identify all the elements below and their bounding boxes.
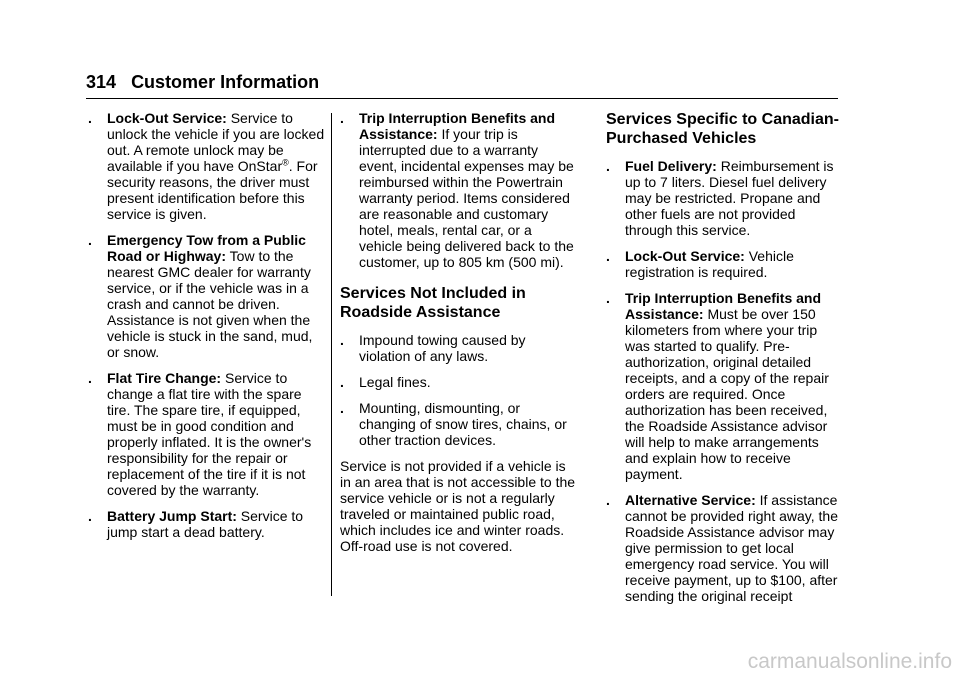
fuel-delivery-item xyxy=(606,158,844,238)
item-term: Fuel Delivery: xyxy=(625,158,717,174)
item-text: Legal fines. xyxy=(359,374,431,390)
item-text: Vehicle registration is required. xyxy=(625,248,794,280)
item-term: Emergency Tow from a Public Road or Highway: xyxy=(107,232,306,264)
item-text: Service to unlock the vehicle if you are locked out. A remote unlock may be available if you have OnStar xyxy=(107,110,325,174)
trip-interruption-item xyxy=(340,110,578,270)
item-text: If your trip is interrupted due to a warranty event, incidental expenses may be reimbursed within the Powertrain warranty period. Items considered are reasonable and customary hotel, meals, rental car, or a vehicle being delivered back to the customer, up to 805 km (500 mi). xyxy=(359,126,574,270)
item-text: Service to jump start a dead battery. xyxy=(107,508,304,540)
section-heading-canadian: Services Specific to Canadian-Purchased Vehicles xyxy=(606,111,839,147)
bullet: . xyxy=(340,374,344,390)
page-number: 314 xyxy=(86,72,117,92)
bullet: . xyxy=(88,370,92,386)
lockout-canada-item xyxy=(606,248,844,280)
battery-jump-item xyxy=(88,508,326,540)
item-term: Trip Interruption Benefits and Assistance: xyxy=(359,110,556,142)
item-text: Mounting, dismounting, or changing of snow tires, chains, or other traction devices. xyxy=(359,400,567,448)
item-term: Lock-Out Service: xyxy=(625,248,745,264)
header-rule xyxy=(86,98,838,99)
emergency-tow-item xyxy=(88,232,326,360)
impound-towing-item xyxy=(340,332,578,364)
page-header xyxy=(86,70,838,94)
legal-fines-item xyxy=(340,374,578,390)
column-divider-1 xyxy=(331,113,332,596)
item-term: Flat Tire Change: xyxy=(107,370,222,386)
bullet: . xyxy=(340,332,344,348)
item-term: Lock-Out Service: xyxy=(107,110,227,126)
item-text: Service to change a flat tire with the spare tire. The spare tire, if equipped, must be in good condition and properly inflated. It is the owner's responsibility for the repair or replacement of the tire if it is not covered by the warranty. xyxy=(107,370,312,498)
bullet: . xyxy=(606,290,610,306)
column-2 xyxy=(340,110,578,554)
bullet: . xyxy=(606,492,610,508)
registered-mark: ® xyxy=(282,157,289,168)
bullet: . xyxy=(88,110,92,126)
trip-interruption-canada-item xyxy=(606,290,844,482)
lockout-service-item xyxy=(88,110,326,222)
item-text: Impound towing caused by violation of any laws. xyxy=(359,332,526,364)
bullet: . xyxy=(606,158,610,174)
bullet: . xyxy=(88,232,92,248)
item-text: Must be over 150 kilometers from where your trip was started to qualify. Pre-authorization, original detailed receipts, and a copy of the repair orders are required. Once authorization has been received, the Roadside Assistance advisor will help to make arrangements and explain how to receive payment. xyxy=(625,306,829,482)
bullet: . xyxy=(340,110,344,126)
item-term: Trip Interruption Benefits and Assistance: xyxy=(625,290,822,322)
item-term: Battery Jump Start: xyxy=(107,508,237,524)
watermark: carmanualsonline.info xyxy=(747,650,952,673)
section-heading-not-included: Services Not Included in Roadside Assistance xyxy=(340,285,526,321)
bullet: . xyxy=(606,248,610,264)
page-title: Customer Information xyxy=(131,72,320,92)
off-road-paragraph: Service is not provided if a vehicle is in an area that is not accessible to the service vehicle or is not a regularly traveled or maintained public road, which includes ice and winter roads. Off-road use is not covered. xyxy=(340,458,576,554)
column-1 xyxy=(88,110,326,550)
bullet: . xyxy=(88,508,92,524)
column-3 xyxy=(606,110,844,614)
item-text-continued: . For security reasons, the driver must present identification before this service is given. xyxy=(107,158,318,222)
snow-tires-item xyxy=(340,400,578,448)
alternative-service-item xyxy=(606,492,844,604)
item-text: Reimbursement is up to 7 liters. Diesel fuel delivery may be restricted. Propane and other fuels are not provided through this service. xyxy=(625,158,834,238)
flat-tire-item xyxy=(88,370,326,498)
item-text: If assistance cannot be provided right away, the Roadside Assistance advisor may give permission to get local emergency road service. You will receive payment, up to $100, after sending the original receipt xyxy=(625,492,838,604)
bullet: . xyxy=(340,400,344,416)
item-text: Tow to the nearest GMC dealer for warranty service, or if the vehicle was in a crash and cannot be driven. Assistance is not given when the vehicle is stuck in the sand, mud, or snow. xyxy=(107,248,313,360)
item-term: Alternative Service: xyxy=(625,492,756,508)
